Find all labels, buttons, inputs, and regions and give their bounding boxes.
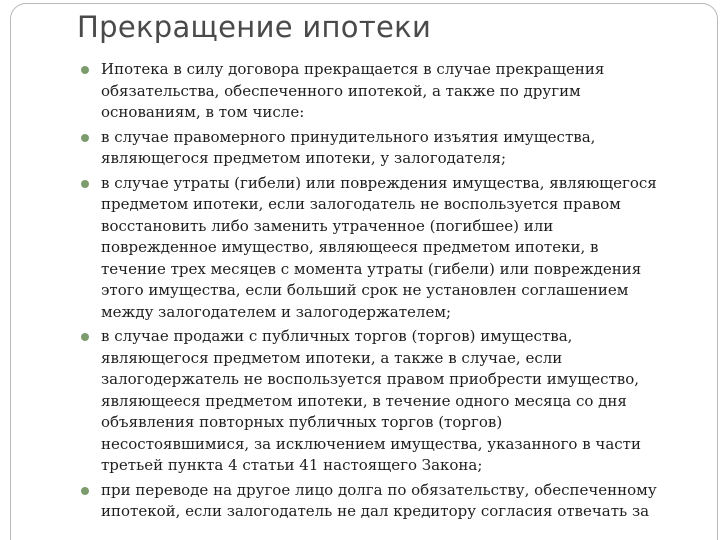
bullet-text-line: в случае правомерного принудительного изъятия имущества, [101, 127, 596, 146]
bullet-text-line: являющегося предметом ипотеки, а также в случае, если [101, 348, 563, 367]
bullet-item [80, 326, 680, 477]
bullet-marker-icon [81, 66, 89, 74]
bullet-text-line: поврежденное имущество, являющееся предметом ипотеки, в [101, 238, 599, 256]
bullet-item [80, 480, 680, 523]
bullet-text-line: обязательства, обеспеченного ипотекой, а также по другим [101, 81, 581, 100]
bullet-text-line: Ипотека в силу договора прекращается в случае прекращения [101, 60, 605, 78]
bullet-text-line: ипотекой, если залогодатель не дал кредитору согласия отвечать за [101, 502, 650, 520]
bullet-text-line: при переводе на другое лицо долга по обязательству, обеспеченному [101, 480, 657, 499]
bullet-text-line: объявления повторных публичных торгов (торгов) [101, 413, 503, 431]
bullet-text-line: в случае продажи с публичных торгов (торгов) имущества, [101, 327, 573, 345]
bullet-text-line: восстановить либо заменить утраченное (погибшее) или [101, 216, 554, 235]
bullet-text-line: в случае утраты (гибели) или повреждения имущества, являющегося [101, 173, 657, 192]
bullet-list [80, 59, 680, 526]
slide-title: Прекращение ипотеки [77, 10, 432, 44]
bullet-text-line: этого имущества, если больший срок не установлен соглашением [101, 281, 629, 299]
bullet-item [80, 127, 680, 170]
bullet-text-line: залогодержатель не воспользуется правом приобрести имущество, [101, 370, 640, 388]
bullet-text-line: третьей пункта 4 статьи 41 настоящего Закона; [101, 456, 483, 474]
bullet-item [80, 173, 680, 324]
bullet-text-line: основаниям, в том числе: [101, 103, 305, 121]
bullet-text-line: являющегося предметом ипотеки, у залогодателя; [101, 149, 506, 167]
bullet-item [80, 59, 680, 124]
bullet-text-line: течение трех месяцев с момента утраты (гибели) или повреждения [101, 259, 642, 278]
bullet-text-line: между залогодателем и залогодержателем; [101, 302, 452, 321]
bullet-text-line: несостоявшимися, за исключением имущества, указанного в части [101, 434, 641, 453]
bullet-marker-icon [81, 333, 89, 341]
bullet-text-line: являющееся предметом ипотеки, в течение одного месяца со дня [101, 391, 627, 410]
bullet-marker-icon [81, 134, 89, 142]
bullet-marker-icon [81, 180, 89, 188]
bullet-marker-icon [81, 487, 89, 495]
bullet-text-line: предметом ипотеки, если залогодатель не воспользуется правом [101, 195, 621, 213]
